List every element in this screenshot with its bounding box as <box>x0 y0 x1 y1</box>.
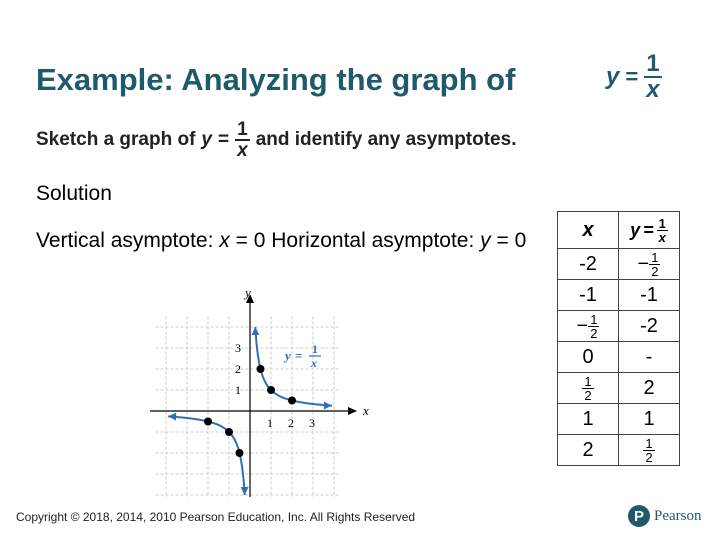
vertical-asymptote-var: x <box>219 229 230 252</box>
prompt-num: 1 <box>237 119 248 140</box>
graph-point <box>236 449 244 457</box>
table-header-x: x <box>558 212 619 249</box>
prompt-fraction <box>235 120 250 160</box>
vertical-asymptote-eq: = 0 <box>235 229 266 252</box>
reciprocal-graph <box>145 285 375 500</box>
x-tick-label-1: 1 <box>267 416 273 430</box>
title-formula-fraction <box>644 52 661 102</box>
values-table <box>557 211 680 466</box>
title-formula-lhs: y <box>606 63 620 90</box>
horizontal-asymptote-var: y <box>480 229 491 252</box>
copyright-footer: Copyright © 2018, 2014, 2010 Pearson Education, Inc. All Rights Reserved <box>16 510 416 524</box>
curve-arrow-bottom <box>241 487 249 495</box>
prompt-den: x <box>237 140 248 161</box>
curve-arrow-left <box>168 413 176 421</box>
table-row <box>558 404 680 435</box>
table-row <box>558 373 680 404</box>
table-row <box>558 311 680 342</box>
table-cell-x: -2 <box>558 249 619 280</box>
y-axis-label: y <box>245 285 251 300</box>
graph-point <box>267 386 275 394</box>
x-tick-label-2: 2 <box>288 416 294 430</box>
asymptotes-text <box>36 226 556 256</box>
y-tick-label-3: 3 <box>235 341 241 355</box>
graph-axes <box>150 285 369 497</box>
vertical-asymptote-label: Vertical asymptote: <box>36 229 214 252</box>
prompt-text-before: Sketch a graph of <box>36 129 196 150</box>
title-formula-num: 1 <box>646 50 660 77</box>
curve-label <box>283 342 321 370</box>
curve-label-eq: = <box>295 348 303 363</box>
prompt-eq: = <box>218 129 230 150</box>
curve-label-den: x <box>311 356 317 370</box>
pearson-logo-icon: P <box>628 505 650 527</box>
table-header-row <box>558 212 680 249</box>
table-cell-x: -1 <box>558 280 619 311</box>
title-formula <box>606 52 662 102</box>
title-formula-den: x <box>646 76 660 103</box>
table-cell-y: 1 <box>619 404 680 435</box>
table-cell-x: 0 <box>558 342 619 373</box>
pearson-logo-text: Pearson <box>654 507 702 524</box>
graph-point <box>257 365 265 373</box>
table-row <box>558 435 680 466</box>
y-tick-label-2: 2 <box>235 362 241 376</box>
table-row <box>558 249 680 280</box>
y-tick-label-1: 1 <box>235 383 241 397</box>
horizontal-asymptote-label: Horizontal asymptote: <box>271 229 475 252</box>
curve-arrow-top <box>251 327 259 335</box>
problem-prompt <box>36 120 516 160</box>
x-axis-arrow <box>348 407 357 415</box>
table-row <box>558 280 680 311</box>
table-cell-x: 1 <box>558 404 619 435</box>
table-cell-y: - <box>619 342 680 373</box>
curve-label-num: 1 <box>312 342 318 356</box>
slide-title: Example: Analyzing the graph of <box>36 62 516 97</box>
table-cell-x: 2 <box>558 435 619 466</box>
table-cell-x: − $\frac{1}{2}$ <box>558 311 619 342</box>
curve-arrow-right <box>324 401 332 409</box>
graph-point <box>288 397 296 405</box>
curve-label-lhs: y <box>285 348 291 363</box>
table-cell-y: -2 <box>619 311 680 342</box>
table-cell-y: $\frac{1}{2}$ <box>619 435 680 466</box>
x-axis-label: x <box>363 403 369 418</box>
table-cell-y: 2 <box>619 373 680 404</box>
prompt-text-after: and identify any asymptotes. <box>255 129 517 150</box>
pearson-logo <box>628 505 702 527</box>
graph-point <box>225 428 233 436</box>
table-cell-y: -1 <box>619 280 680 311</box>
table-row <box>558 342 680 373</box>
title-formula-eq: = <box>625 64 639 89</box>
prompt-lhs: y <box>201 129 212 150</box>
table-cell-y: − $\frac{1}{2}$ <box>619 249 680 280</box>
table-cell-x: $\frac{1}{2}$ <box>558 373 619 404</box>
curve-branch-left <box>168 416 245 495</box>
solution-label: Solution <box>36 182 112 205</box>
curve-branch-right <box>255 327 332 406</box>
table-header-y: y = $\frac{1}{x}$ <box>619 212 680 249</box>
horizontal-asymptote-eq: = 0 <box>496 229 527 252</box>
graph-point <box>204 418 212 426</box>
x-tick-label-3: 3 <box>309 416 315 430</box>
